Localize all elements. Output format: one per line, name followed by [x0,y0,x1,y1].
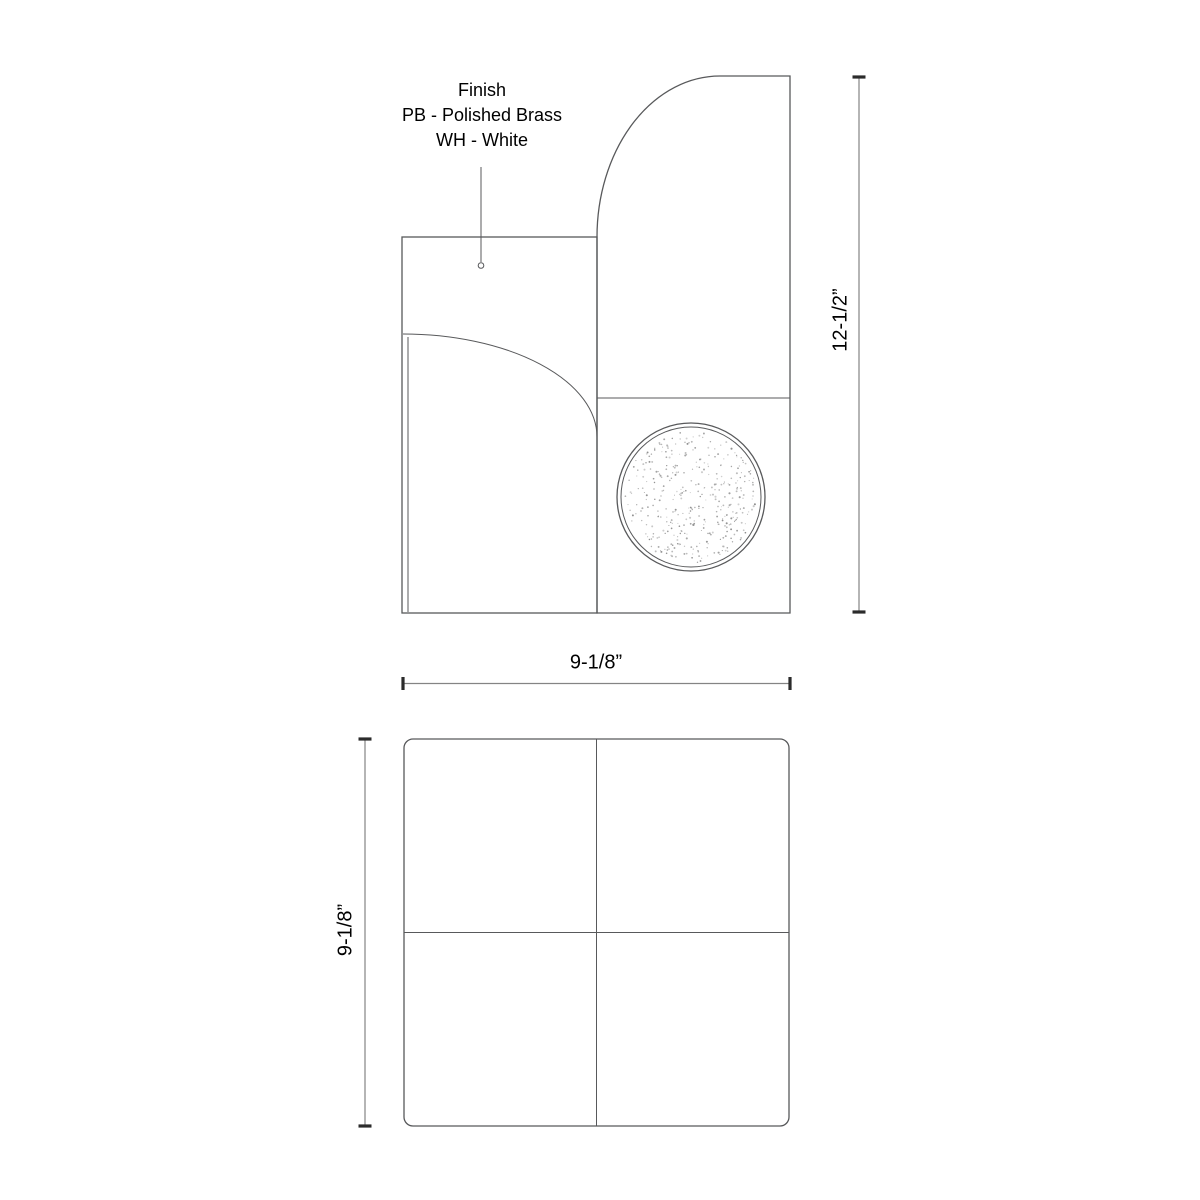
width-dimension [403,677,790,690]
finish-note [402,78,562,153]
depth-dimension-label: 9-1/8” [334,903,357,957]
elevation-backplate-outline [402,237,597,613]
finish-note-title: Finish [457,80,507,100]
finish-note-option-wh: WH - White [435,130,528,150]
elevation-view [402,76,790,613]
height-dimension-label: 12-1/2” [829,288,852,352]
diffuser-outer-circle [617,423,765,571]
depth-dimension [359,739,372,1126]
height-dimension [853,77,866,612]
width-dimension-label: 9-1/8” [569,651,623,674]
leader-dot-icon [478,263,484,269]
diffuser-speckle-texture [625,432,756,563]
finish-note-option-pb: PB - Polished Brass [401,105,563,125]
plan-view [404,739,789,1126]
elevation-arm-curve [403,334,597,437]
